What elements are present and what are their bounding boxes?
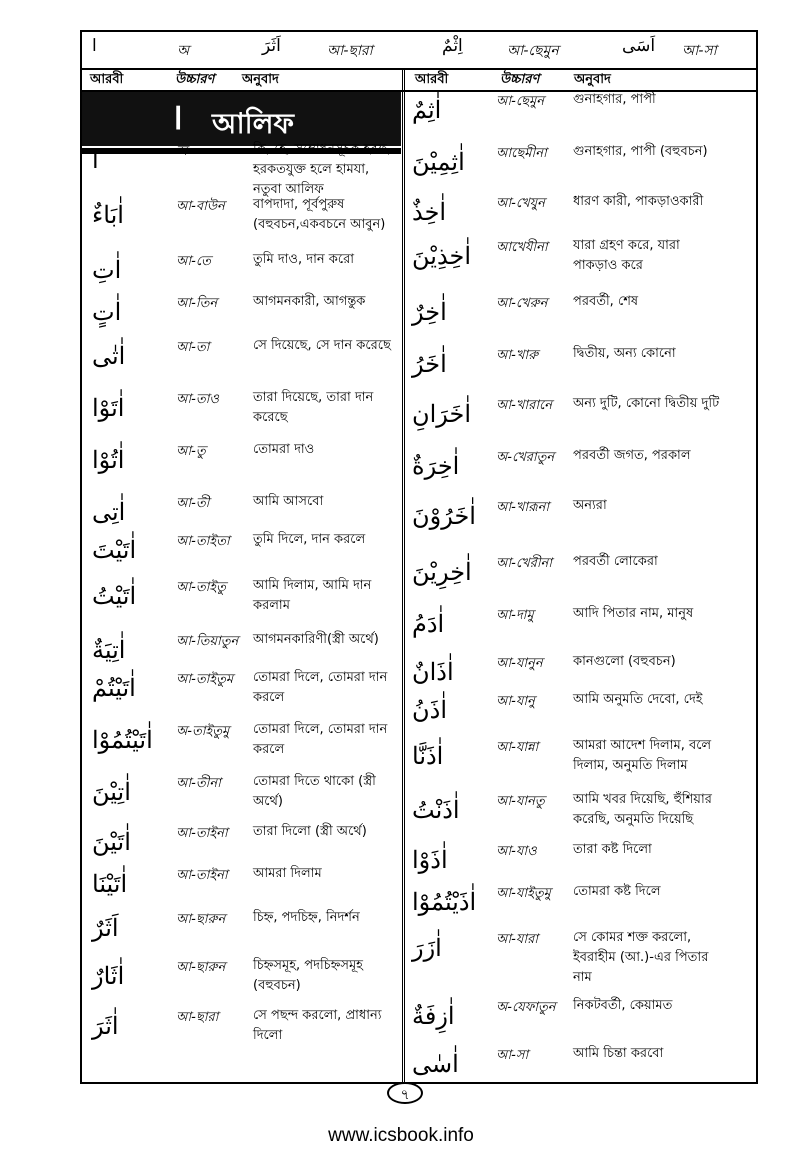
entry-meaning: সে পছন্দ করলো, প্রাধান্য দিলো [253, 1008, 382, 1043]
col-head-left-pron: উচ্চারণ [175, 72, 215, 87]
entry-pronunciation: আ-ছারা [176, 1010, 219, 1025]
entry-arabic-word: اٰزَرَ [412, 934, 442, 962]
header-word: আ-ছারা [327, 43, 373, 59]
entry-arabic-word: اٰتٰى [92, 342, 126, 370]
entry-pronunciation: আ-খেরুন [496, 296, 548, 311]
header-word: আ-ছেমুন [507, 43, 559, 59]
entry-arabic-word: اٰذَنَّا [412, 742, 444, 770]
entry-arabic-word: اٰذَانٌ [412, 658, 454, 686]
entry-pronunciation: আখেযীনা [496, 240, 548, 255]
entry-arabic-word: اٰخَرَانِ [412, 400, 472, 428]
entry-pronunciation: আ-যানু [496, 694, 535, 709]
entry-arabic-word: اٰذَيْتُمُوْا [412, 888, 477, 916]
entry-arabic-word: اٰخِرَةٌ [412, 452, 460, 480]
entry-meaning: তোমরা দাও [253, 442, 315, 457]
column-headers [82, 68, 756, 92]
header-word: ا [92, 36, 97, 56]
entry-meaning: গুনাহগার, পাপী (বহুবচন) [573, 144, 708, 159]
entry-meaning: সে দিয়েছে, সে দান করেছে [253, 338, 391, 353]
entry-meaning: তোমরা দিলে, তোমরা দান করলে [253, 670, 388, 705]
entry-pronunciation: আ-তীনা [176, 776, 221, 791]
entry-arabic-word: اٰتَيْتَ [92, 536, 137, 564]
entry-pronunciation: আ-খারু [496, 348, 539, 363]
entry-meaning: তোমরা দিলে, তোমরা দান করলে [253, 722, 388, 757]
entry-arabic-word: اٰتَيْتُ [92, 582, 137, 610]
entry-meaning: দ্বিতীয়, অন্য কোনো [573, 346, 676, 361]
entry-pronunciation: আ-তাইনা [176, 826, 228, 841]
entry-meaning: নিকটবর্তী, কেয়ামত [573, 998, 673, 1013]
section-title: আলিফ [212, 107, 294, 140]
entry-pronunciation: অ-খেরাতুন [496, 450, 555, 465]
entry-pronunciation: আ-যান্না [496, 740, 539, 755]
col-head-left-arabic: আরবী [90, 72, 124, 87]
entry-pronunciation: আ-দামু [496, 608, 534, 623]
entry-arabic-word: ا [92, 146, 99, 174]
entry-meaning: অন্য দুটি, কোনো দ্বিতীয় দুটি [573, 396, 720, 411]
entry-meaning: সে কোমর শক্ত করলো, ইবরাহীম (আ.)-এর পিতার নাম [573, 930, 709, 985]
entry-pronunciation: আ-তে [176, 254, 211, 269]
entry-arabic-word: اٰخَرُوْنَ [412, 502, 476, 530]
entry-meaning: আমি আসবো [253, 494, 324, 509]
entry-meaning: আমরা দিলাম [253, 866, 322, 881]
header-word: اَثَرَ [262, 36, 281, 56]
header-word: اِثْمٌ [442, 36, 463, 56]
entry-pronunciation: আ-ছারুন [176, 960, 226, 975]
entry-meaning: তারা কষ্ট দিলো [573, 842, 652, 857]
entry-arabic-word: اٰتِيَةٌ [92, 636, 126, 664]
entry-arabic-word: اٰثَارٌ [92, 962, 125, 990]
entry-arabic-word: اٰخِذٌ [412, 198, 447, 226]
entry-arabic-word: اٰتَوْا [92, 394, 125, 422]
entry-meaning: আগমনকারিণী(স্ত্রী অর্থে) [253, 632, 379, 647]
website-footer: www.icsbook.info [328, 1125, 474, 1146]
entry-meaning: পরবর্তী জগত, পরকাল [573, 448, 691, 463]
entry-pronunciation: আ-যাইতুমু [496, 886, 551, 901]
entry-pronunciation: আ-খারূনা [496, 500, 550, 515]
entry-meaning: আমরা আদেশ দিলাম, বলে দিলাম, অনুমতি দিলাম [573, 738, 712, 773]
entry-pronunciation: আ-তী [176, 496, 210, 511]
entry-arabic-word: اٰخِذِيْنَ [412, 242, 472, 270]
entry-arabic-word: اٰبَاءٌ [92, 201, 124, 229]
entry-meaning: তোমরা দিতে থাকো (স্ত্রী অর্থে) [253, 774, 376, 809]
entry-meaning: আদি পিতার নাম, মানুষ [573, 606, 694, 621]
entry-pronunciation: আ-ছেমুন [496, 94, 544, 109]
entry-meaning: চিহ্ন, পদচিহ্ন, নিদর্শন [253, 910, 360, 925]
entry-meaning: গুনাহগার, পাপী [573, 92, 656, 107]
entry-meaning: আমি খবর দিয়েছি, হুঁশিয়ার করেছি, অনুমতি দিয়েছি [573, 792, 712, 827]
entry-pronunciation: আ-তু [176, 444, 206, 459]
entry-pronunciation: আ-তাও [176, 392, 219, 407]
col-head-left-meaning: অনুবাদ [242, 72, 279, 87]
entry-pronunciation: আ-ছারুন [176, 912, 226, 927]
entry-meaning: বাপদাদা, পূর্বপুরুষ (বহুবচন,একবচনে আবুন) [253, 197, 386, 232]
entry-pronunciation: আ-সা [496, 1048, 529, 1063]
entry-arabic-word: اٰذَنُ [412, 696, 447, 724]
entry-pronunciation: অ-যেফাতুন [496, 1000, 556, 1015]
entry-meaning: পরবর্তী, শেষ [573, 294, 639, 309]
column-divider [402, 68, 405, 1086]
entry-arabic-word: اٰتِ [92, 256, 122, 284]
entry-arabic-word: اٰذَوْا [412, 846, 448, 874]
entry-pronunciation: আ-তাইতুম [176, 672, 234, 687]
entry-arabic-word: اٰثِمٌ [412, 96, 442, 124]
entry-pronunciation: আছেমীনা [496, 146, 547, 161]
section-letter: ا [174, 102, 183, 137]
entry-arabic-word: اٰتٍ [92, 298, 122, 326]
col-head-right-pron: উচ্চারণ [500, 72, 540, 87]
entry-meaning: তুমি দিলে, দান করলে [253, 532, 366, 547]
entry-meaning: চিহ্নসমূহ, পদচিহ্নসমূহ (বহুবচন) [253, 958, 363, 993]
entry-pronunciation: আ-খেযুন [496, 196, 545, 211]
entry-meaning: যারা গ্রহণ করে, যারা পাকড়াও করে [573, 238, 680, 273]
entry-arabic-word: اٰخِرٌ [412, 298, 447, 326]
entry-arabic-word: اٰتُوْا [92, 446, 125, 474]
entry-pronunciation: আ-যানতু [496, 794, 545, 809]
entry-pronunciation: আ-বাউন [176, 199, 225, 214]
entry-arabic-word: اٰتِيْنَ [92, 778, 131, 806]
entry-meaning: আগমনকারী, আগন্তুক [253, 294, 366, 309]
entry-arabic-word: اٰخِرِيْنَ [412, 558, 472, 586]
entry-arabic-word: اٰزِفَةٌ [412, 1002, 455, 1030]
entry-meaning: কানগুলো (বহুবচন) [573, 654, 676, 669]
entry-pronunciation: আ-যাও [496, 844, 537, 859]
page-frame [80, 30, 758, 1084]
entry-meaning: তুমি দাও, দান করো [253, 252, 354, 267]
entry-meaning: আমি দিলাম, আমি দান করলাম [253, 578, 372, 613]
entry-pronunciation: আ-তিন [176, 296, 218, 311]
entry-arabic-word: اٰسٰى [412, 1050, 459, 1078]
entry-pronunciation: আ-খারানে [496, 398, 553, 413]
entry-arabic-word: اٰخَرُ [412, 350, 447, 378]
entry-meaning: অন্যরা [573, 498, 607, 513]
entry-meaning: তারা দিলো (স্ত্রী অর্থে) [253, 824, 367, 839]
entry-arabic-word: اٰثِمِيْنَ [412, 148, 465, 176]
header-word: অ [177, 43, 190, 59]
entry-meaning: তারা দিয়েছে, তারা দান করেছে [253, 390, 374, 425]
entry-meaning: পরবর্তী লোকেরা [573, 554, 658, 569]
entry-arabic-word: اَثَرٌ [92, 914, 119, 942]
entry-pronunciation: আ-তা [176, 340, 210, 355]
entry-arabic-word: اٰثَرَ [92, 1012, 119, 1040]
running-header [82, 32, 756, 70]
entry-pronunciation: আ-যানুন [496, 656, 543, 671]
col-head-right-arabic: আরবী [415, 72, 449, 87]
entry-arabic-word: اٰدَمُ [412, 610, 445, 638]
entry-pronunciation: আ-তিয়াতুন [176, 634, 239, 649]
header-word: আ-সা [682, 43, 717, 59]
entry-arabic-word: اٰتِى [92, 498, 126, 526]
entry-pronunciation: আ-খেরীনা [496, 556, 553, 571]
entry-pronunciation: আ-তাইনা [176, 868, 228, 883]
entry-meaning: তোমরা কষ্ট দিলে [573, 884, 661, 899]
entry-pronunciation: আ-তাইতু [176, 580, 226, 595]
entry-arabic-word: اٰتَيْنَا [92, 870, 128, 898]
entry-meaning: কি, হে, সম্বোধনসূচক হরফ, হরকতযুক্ত হলে হামযা, নতুবা আলিফ [253, 142, 392, 197]
entry-pronunciation: আ-যারা [496, 932, 539, 947]
entry-arabic-word: اٰتَيْتُمُوْا [92, 726, 153, 754]
entry-meaning: আমি চিন্তা করবো [573, 1046, 664, 1061]
entry-pronunciation: অ-তাইতুমু [176, 724, 230, 739]
entry-pronunciation: অ [176, 144, 188, 159]
entry-meaning: ধারণ কারী, পাকড়াওকারী [573, 194, 704, 209]
col-head-right-meaning: অনুবাদ [574, 72, 611, 87]
entry-pronunciation: আ-তাইতা [176, 534, 230, 549]
entry-meaning: আমি অনুমতি দেবো, দেই [573, 692, 703, 707]
entry-arabic-word: اٰذَنْتُ [412, 796, 460, 824]
entry-arabic-word: اٰتَيْنَ [92, 828, 131, 856]
header-word: اَسَى [622, 36, 656, 56]
entry-arabic-word: اٰتَيْتُمْ [92, 674, 136, 702]
page-number: ৭ [387, 1082, 423, 1104]
